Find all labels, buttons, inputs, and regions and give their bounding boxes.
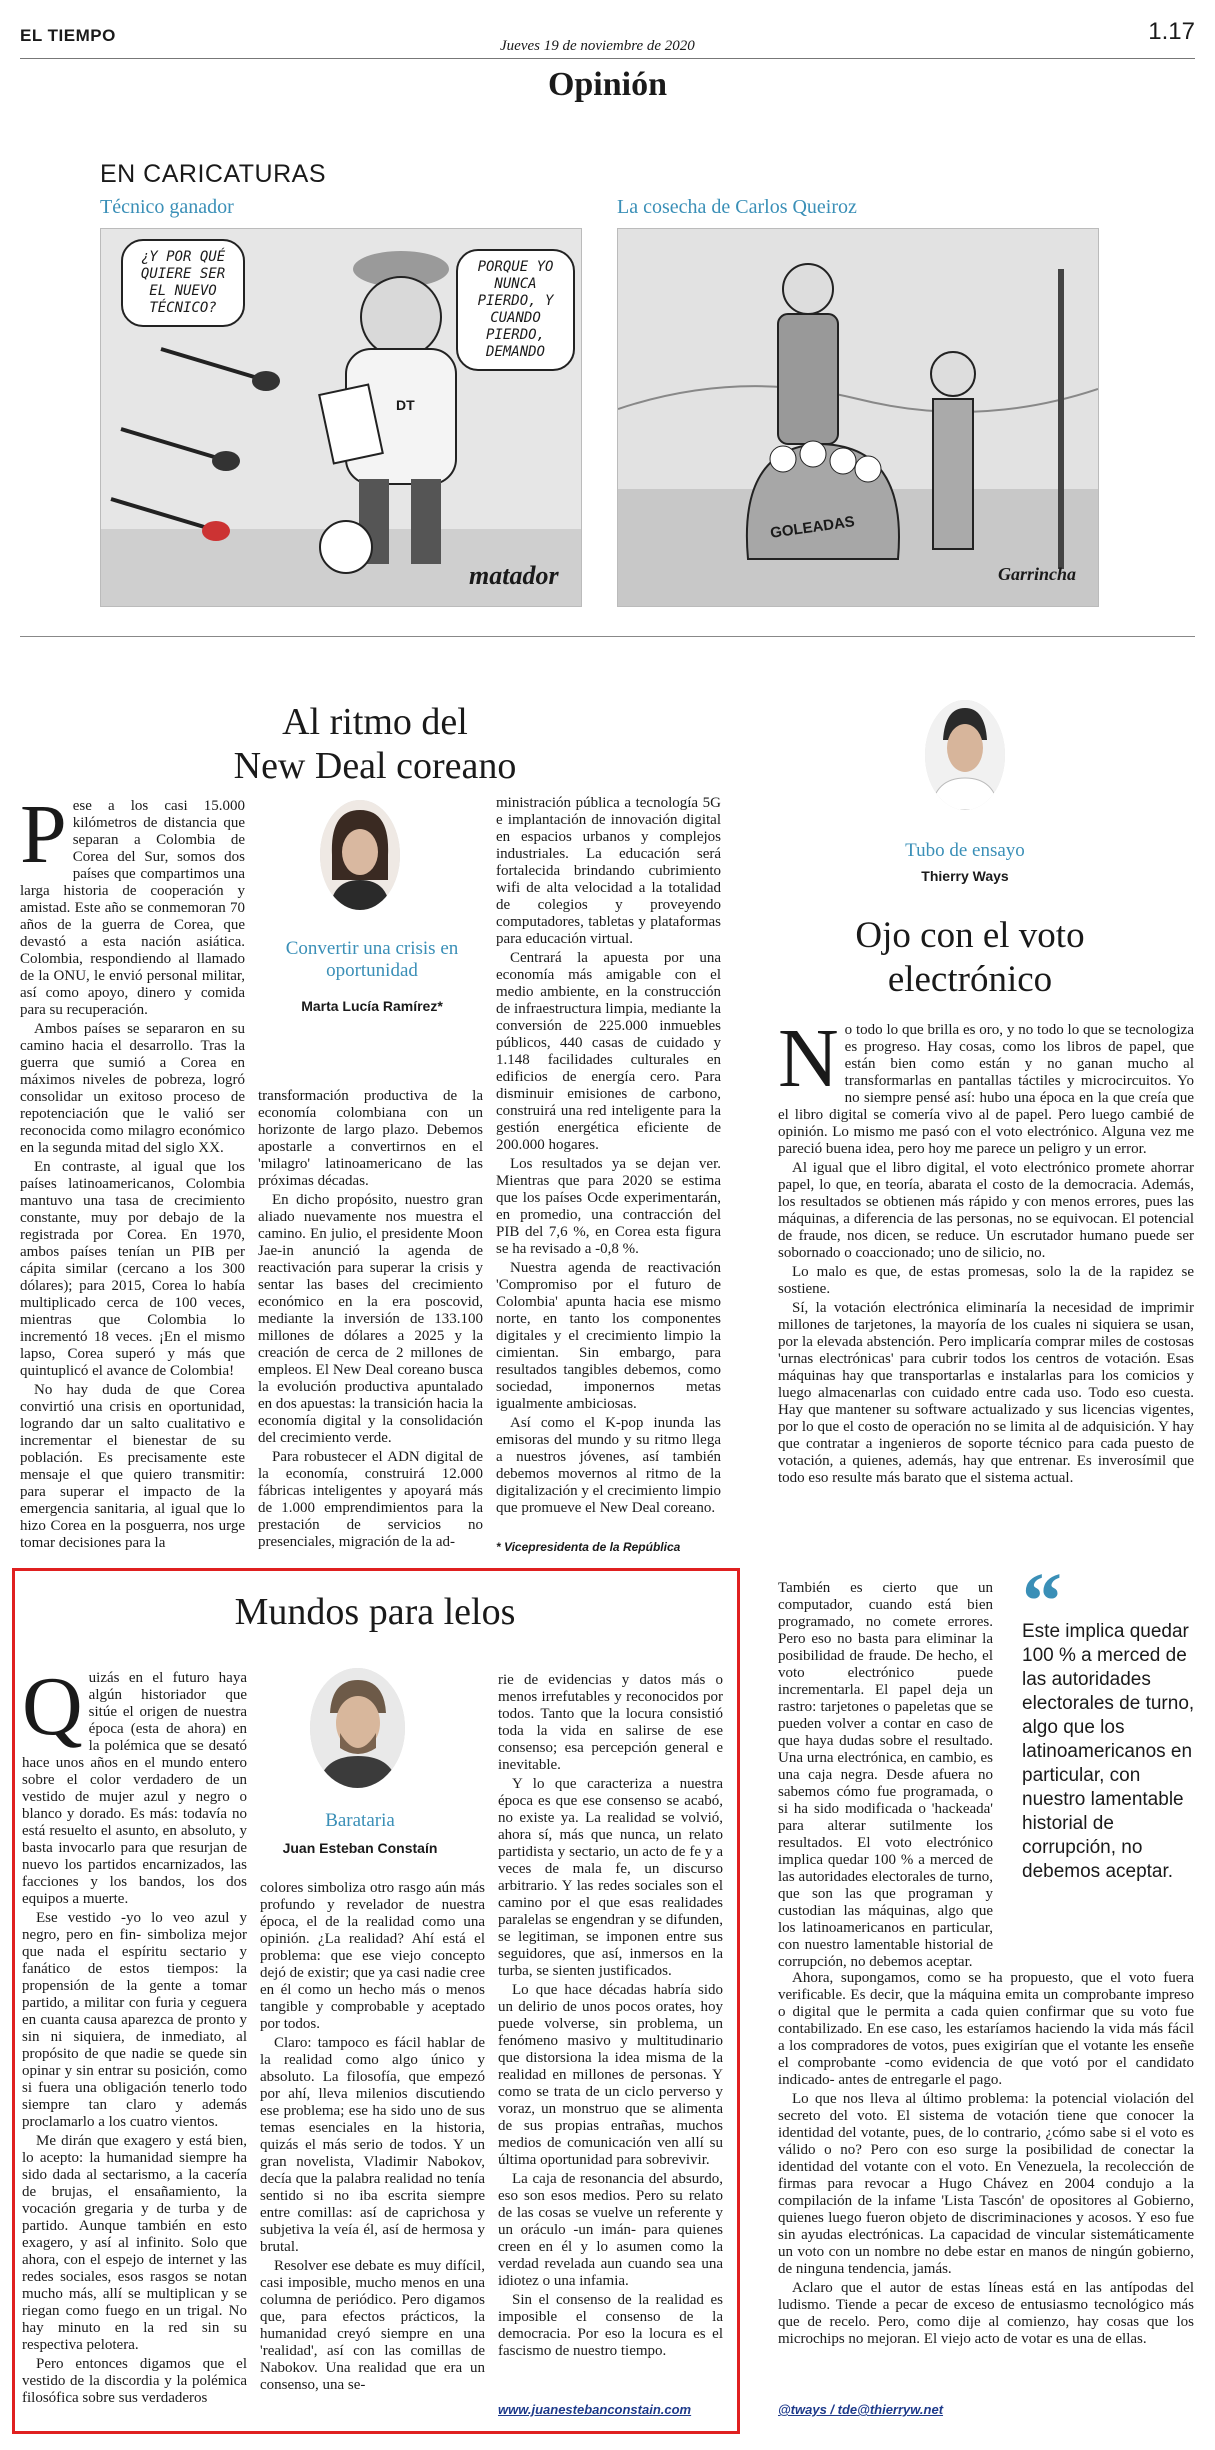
paragraph: colores simboliza otro rasgo aún más profundo y revelador de nuestra época, el de la realidad como una opinión. ¿La realidad? Ahí está el problema: que ese viejo concepto dejó de existir; que ya casi nadie cree en él como un hecho más o menos tangible y comprobable y aceptado por todos.: [260, 1880, 485, 2032]
paragraph: Me dirán que exagero y está bien, lo acepto: la humanidad siempre ha sido dada al sectarismo, a la cacería de brujas, el ensañamiento, la vocación gregaria y de turba y de partido. Aunque también en esto exagero, y así al infinito. Solo que ahora, con el espejo de internet y las redes sociales, esos rasgos se notan mucho más, allí se multiplican y se riegan como fuego en un trigal. No hay minuto en la red sin su respectiva pelotera.: [22, 2133, 247, 2353]
paragraph: uizás en el futuro haya algún historiador que sitúe el origen de nuestra época (esta de ahora) en la polémica que se desató hace unos años en el mundo entero sobre el color verdadero de un vestido de mujer azul y negro o blanco y dorado. Es más: todavía no está resuelto el asunto, en absoluto, y basta invocarlo para que resurjan de nuevo los partidos encarnizados, las facciones y los bandos, los dos equipos a muerte.: [22, 1670, 247, 1907]
pull-quote: Este implica quedar 100 % a merced de las autoridades electorales de turno, algo que los latinoamericanos en particular, con nuestro lamentable historial de corrupción, no debemos aceptar.: [1022, 1621, 1195, 1882]
author-website-link[interactable]: www.juanestebanconstain.com: [498, 2402, 692, 2417]
paragraph: En dicho propósito, nuestro gran aliado nuevamente nos muestra el camino. En julio, el presidente Moon Jae-in anunció la agenda de reactivación para superar la crisis y sentar las bases del crecimiento económico en la era poscovid, mediante la inversión de 133.100 millones de dólares a 2025 y la creación de cerca de 2 millones de empleos. El New Deal coreano busca la evolución productiva apuntalado en dos apuestas: la transición hacia la economía digital y la consolidación del crecimiento verde.: [258, 1192, 483, 1446]
drop-cap: Q: [22, 1660, 83, 1753]
paragraph: rie de evidencias y datos más o menos irrefutables y reconocidos por todos. Tanto que la locura consistió toda la vida en salirse de ese consenso; esa percepción general e inevitable.: [498, 1672, 723, 1773]
portrait-photo: [320, 800, 400, 910]
headline-line: Ojo con el voto: [855, 915, 1085, 956]
issue-date: Jueves 19 de noviembre de 2020: [500, 38, 695, 54]
section-divider: [20, 636, 1195, 637]
author-name: Juan Esteban Constaín: [282, 1840, 438, 1856]
newspaper-brand: EL TIEMPO: [20, 26, 116, 45]
drop-cap: N: [778, 1012, 839, 1105]
portrait-photo: [925, 700, 1005, 810]
paragraph: Lo que hace décadas habría sido un delirio de unos pocos orates, hoy puede volverse, sin problema, un fenómeno masivo y multitudinario que distorsiona la idea misma de la realidad en millones de personas. Y como se trata de un ciclo perverso y voraz, un monstruo que se alimenta de sus propias entrañas, muchos medios de comunicación ven allí su última oportunidad para sobrevivir.: [498, 1982, 723, 2168]
section-title: Opinión: [547, 66, 668, 103]
paragraph: Para robustecer el ADN digital de la economía, construirá 12.000 fábricas inteligentes y apoyará más de 1.000 emprendimientos para la prestación de servicios no presenciales, migración de la ad-: [258, 1449, 483, 1550]
cartoonist-signature: matador: [469, 561, 559, 590]
masthead-rule: [20, 58, 1195, 59]
article1-column-2: [258, 1088, 483, 1553]
article1-headline: [150, 700, 600, 788]
column-title: Convertir una crisis en oportunidad: [285, 938, 459, 981]
cartoon-right-caption: La cosecha de Carlos Queiroz: [617, 196, 857, 218]
article2-column-3: [498, 1672, 723, 2362]
article2-column-2: [260, 1880, 485, 2396]
speech-bubble-question: ¿Y POR QUÉ QUIERE SER EL NUEVO TÉCNICO?: [121, 239, 245, 327]
headline-line: electrónico: [887, 959, 1053, 1000]
paragraph: Nuestra agenda de reactivación 'Compromiso por el futuro de Colombia' apunta hacia ese mismo norte, en tanto los componentes digitales y el crecimiento limpio la cimientan. Sin embargo, para resultados tangibles debemos, como sociedad, imponernos metas igualmente ambiciosas.: [496, 1260, 721, 1412]
paragraph: En contraste, al igual que los países latinoamericanos, Colombia mantuvo una tasa de crecimiento constante, muy por debajo de la registrada por Corea. En 1970, ambos países tenían un PIB per cápita similar (cercano a los 300 dólares); para 2015, Corea lo había multiplicado cerca de 100 veces, mientras que Colombia lo incrementó 18 veces. ¡En el mismo lapso, Corea superó y más que quintuplicó el avance de Colombia!: [20, 1159, 245, 1379]
paragraph: Ambos países se separaron en su camino hacia el desarrollo. Tras la guerra que sumió a Corea en máximos niveles de pobreza, logró consolidar un exitoso proceso de repotenciación que le valió ser reconocida como milagro económico en la segunda mitad del siglo XX.: [20, 1021, 245, 1156]
cartoonist-signature: Garrincha: [998, 564, 1077, 584]
author-name: Marta Lucía Ramírez*: [301, 998, 443, 1014]
article2-column-1: [22, 1660, 247, 2409]
paragraph: También es cierto que un computador, cuando está bien programado, no comete errores. Pero eso no basta para eliminar la posibilidad de fraude. De hecho, el voto electrónico puede incrementarla. El papel deja un rastro: tarjetones o papeletas que se pueden volver a contar en caso de que haya dudas sobre el resultado. Una urna electrónica, en cambio, es una caja negra. Desde afuera no sabemos cómo fue programada, o si ha sido modificada o 'hackeada' para alterar sutilmente los resultados. El voto electrónico implica quedar 100 % a merced de las autoridades electorales de turno, que son las que programan y custodian las máquinas, algo que los latinoamericanos en particular, con nuestro lamentable historial de corrupción, no debemos aceptar.: [778, 1580, 993, 1970]
paragraph: Los resultados ya se dejan ver. Mientras que para 2020 se estima que los países Ocde experimentarán, en promedio, una contracción del PIB del 7,6 %, en Corea esta figura se ha revisado a -0,8 %.: [496, 1156, 721, 1257]
shirt-label: DT: [396, 397, 415, 413]
cartoon-left-caption: Técnico ganador: [100, 196, 234, 218]
author-name: Thierry Ways: [921, 868, 1009, 884]
paragraph: Resolver ese debate es muy difícil, casi imposible, mucho menos en una columna de periódico. Pero digamos que, para efectos prácticos, la humanidad creyó siempre en una 'realidad', así con las comillas de Nabokov. Una realidad que era un consenso, una se-: [260, 2258, 485, 2393]
paragraph: Ese vestido -yo lo veo azul y negro, pero en fin- simboliza mejor que nada el espíritu sectario y fanático de estos tiempos: la propensión de la gente a tomar partido, a militar con furia y ceguera en cuanta causa aparezca de pronto y sin ni siquiera, de inmediato, al propósito de que nadie se quede sin opinar y sin entrar su posición, como si fuera una obligación tenerlo todo siempre tan claro y además proclamarlo a los cuatro vientos.: [22, 1910, 247, 2130]
author-footnote: * Vicepresidenta de la República: [496, 1540, 681, 1554]
article3-body-narrow: [778, 1580, 993, 1973]
paragraph: No hay duda de que Corea convirtió una crisis en oportunidad, logrando dar un salto cualitativo e incrementar el bienestar de su población. Es precisamente este mensaje el que quiero transmitir: para superar el impacto de la emergencia sanitaria, al igual que lo hizo Corea en la posguerra, nos urge tomar decisiones para la: [20, 1382, 245, 1551]
speech-bubble-answer: PORQUE YO NUNCA PIERDO, Y CUANDO PIERDO, DEMANDO: [456, 249, 575, 371]
paragraph: Centrará la apuesta por una economía más amigable con el medio ambiente, en la construcción de infraestructura limpia, mediante la conversión de 225.000 inmuebles públicos, 440 casas de cuidado y 1.148 facilidades culturales en edificios de energía cero. Para disminuir emisiones de carbono, construirá una red inteligente para la gestión energética eficiente de 200.000 hogares.: [496, 950, 721, 1153]
author-contact-link[interactable]: @tways / tde@thierryw.net: [778, 2402, 944, 2417]
article1-column-3: [496, 795, 721, 1519]
cartoon-cosecha-queiroz: [617, 228, 1099, 607]
headline-line: New Deal coreano: [233, 745, 517, 787]
paragraph: Pero entonces digamos que el vestido de la discordia y la polémica filosófica sobre sus verdaderos: [22, 2356, 247, 2406]
paragraph: Lo que nos lleva al último problema: la potencial violación del secreto del voto. El sistema de votación tiene que conocer la identidad del votante, pues, de lo contrario, ¿cómo sabe si el voto es válido o no? Pero con eso surge la posibilidad de conectar la identidad del votante con el voto. En Venezuela, la recolección de firmas para revocar a Hugo Chávez en 2004 condujo a la compilación de la infame 'Lista Tascón' de opositores al Gobierno, quienes luego fueron objeto de discriminaciones y acosos. Y eso fue sin ayudas electrónicas. La capacidad de vincular sistemáticamente un voto con un nombre no debe estar en manos de ningún gobierno, de ninguna tendencia, jamás.: [778, 2091, 1194, 2277]
paragraph: Sí, la votación electrónica eliminaría la necesidad de imprimir millones de tarjetones, la mayoría de los cuales ni siquiera se usan, por la elevada abstención. Pero implicaría comprar miles de costosas 'urnas electrónicas' para cubrir todos los centros de votación. Esas máquinas hay que transportarlas e instalarlas para los comicios y luego almacenarlas con cuidado entre cada uso. Todo eso cuesta. Hay que mantener su software actualizado y sus licencias vigentes, por lo que el costo de operación no se limita al de adquisición. Y hay que contratar a ingenieros de soporte técnico para cada puesto de votación, a quienes, además, hay que entrenar. Es inverosímil que todo eso resulte más barato que el sistema actual.: [778, 1300, 1194, 1486]
portrait-photo: [310, 1668, 405, 1788]
paragraph: Lo malo es que, de estas promesas, solo la de la rapidez se sostiene.: [778, 1264, 1194, 1297]
author-portrait: [925, 700, 1005, 810]
paragraph: Y lo que caracteriza a nuestra época es que ese consenso se acabó, no existe ya. La realidad se volvió, ahora sí, más que nunca, un relato partidista y sectario, un acto de fe y a veces de mala fe, un discurso arbitrario. Y las redes sociales son el camino por el que esas realidades paralelas se engendran y se difunden, se legitiman, se imponen entre sus seguidores, que así, inmersos en la turba, se sienten justificados.: [498, 1776, 723, 1979]
page-number: 1.17: [1148, 18, 1195, 45]
paragraph: La caja de resonancia del absurdo, eso son esos medios. Pero su relato de las cosas se vuelve un referente y un oráculo -un imán- para quienes creen en él y lo asumen como la verdad revelada aun cuando sea una idiotez o una infamia.: [498, 2171, 723, 2289]
cartoon-drawing: [618, 229, 1098, 606]
paragraph: ese a los casi 15.000 kilómetros de distancia que separan a Colombia de Corea del Sur, somos dos países que compartimos una larga historia de cooperación y amistad. Este año se conmemoran 70 años de la guerra de Corea, que devastó a esta nación asiática. Colombia, respondiendo al llamado de la ONU, le envió personal militar, así como apoyo, dinero y comida para su recuperación.: [20, 798, 245, 1018]
pull-quote-mark: “: [1022, 1558, 1062, 1646]
paragraph: Al igual que el libro digital, el voto electrónico promete ahorrar papel, lo que, en teoría, abarata el costo de la democracia. Además, los resultados se obtienen más rápido y con menos errores, pues las máquinas, a diferencia de las personas, no se equivocan. El potencial de fraude, nos dicen, se reduce. Un escrutador humano puede ser sobornado o coaccionado; uno de silicio, no.: [778, 1160, 1194, 1261]
author-portrait: [320, 800, 400, 910]
author-portrait: [310, 1668, 405, 1788]
paragraph: Ahora, supongamos, como se ha propuesto, que el voto fuera verificable. Es decir, que la máquina emita un comprobante impreso o digital que le permita a cada quien confirmar que su voto fue contabilizado. En ese caso, les estaríamos haciendo la vida más fácil a los compradores de votos, pues exigirían que el votante les enseñe el comprobante -como evidencia de que votó por el candidato indicado- antes de entregarle el pago.: [778, 1970, 1194, 2088]
caricaturas-heading: EN CARICATURAS: [100, 160, 327, 188]
headline-line: Al ritmo del: [282, 701, 468, 743]
article3-body-top: [778, 1012, 1194, 1489]
article2-headline: Mundos para lelos: [234, 1591, 516, 1633]
paragraph: ministración pública a tecnología 5G e implantación de innovación digital en espacios urbanos y complejos industriales. La educación será fortalecida brindando cubrimiento wifi de alta velocidad a la totalidad de colegios y proveyendo computadores, tabletas y plataformas para educación virtual.: [496, 795, 721, 947]
column-title: Tubo de ensayo: [905, 840, 1025, 861]
sack-label: GOLEADAS: [769, 513, 856, 542]
paragraph: Así como el K-pop inunda las emisoras del mundo y su ritmo llega a nuestros jóvenes, así también debemos movernos al ritmo de la digitalización y el crecimiento limpio que promueve el New Deal coreano.: [496, 1415, 721, 1516]
cartoon-tecnico-ganador: [100, 228, 582, 607]
article3-headline: [770, 914, 1170, 1002]
paragraph: transformación productiva de la economía colombiana con un horizonte de largo plazo. Debemos apostarle a convertirnos en el 'milagro' latinoamericano de las próximas décadas.: [258, 1088, 483, 1189]
article3-body-bottom: [778, 1970, 1194, 2350]
column-title: Barataria: [325, 1810, 395, 1831]
paragraph: Claro: tampoco es fácil hablar de la realidad como algo único y absoluto. La filosofía, que empezó por ahí, lleva milenios discutiendo ese problema; ese ha sido uno de sus temas esenciales en la historia, quizás el más serio de todos. Y un gran novelista, Vladimir Nabokov, decía que la palabra realidad no tenía sentido si no iba escrita siempre entre comillas: así de caprichosa y subjetiva la veía él, así de hermosa y brutal.: [260, 2035, 485, 2255]
article1-column-1: [20, 788, 245, 1554]
drop-cap: P: [20, 788, 67, 881]
paragraph: Aclaro que el autor de estas líneas está en las antípodas del ludismo. Tiende a pecar de exceso de entusiasmo tecnológico más que de recelo. Pero, como dije al comienzo, hay cosas que los microchips no mejoran. El viejo acto de votar es una de ellas.: [778, 2280, 1194, 2347]
paragraph: o todo lo que brilla es oro, y no todo lo que se tecnologiza es progreso. Hay cosas, como los libros de papel, que están bien como están y no ganan mucho al transformarlas en pantallas táctiles y microcircuitos. Yo no siempre pensé así: hubo una época en la que creía que el libro digital se comería vivo al de papel. Pero luego cambié de opinión. Lo mismo me pasó con el voto electrónico. Alguna vez me pareció buena idea, pero hoy me parece un peligro y un error.: [778, 1022, 1194, 1157]
paragraph: Sin el consenso de la realidad es imposible el consenso de la democracia. Por eso la locura es el fascismo de nuestro tiempo.: [498, 2292, 723, 2359]
